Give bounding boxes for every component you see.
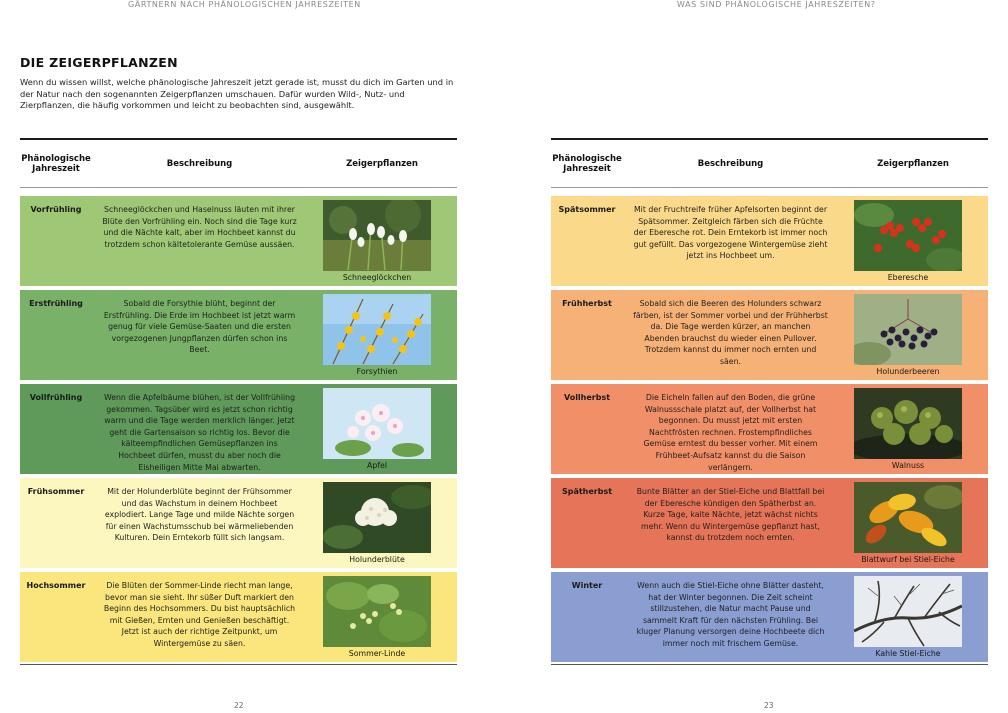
indicator-plant xyxy=(838,196,988,286)
season-name: Hochsommer xyxy=(26,581,86,590)
table-row xyxy=(551,196,988,286)
running-head-left: GÄRTNERN NACH PHÄNOLOGISCHEN JAHRESZEITEN xyxy=(128,0,361,9)
snowdrop-photo xyxy=(323,200,431,271)
plant-caption: Holunderbeeren xyxy=(876,367,940,376)
season-description: Bunte Blätter an der Stiel-Eiche und Blattfall bei der Eberesche kündigen den Spätherbst an. Kurze Tage, kalte Nächte, jetzt wächst nichts mehr. Wenn du Wintergemüse gepflanzt hast, kannst du trotzdem noch ernten. xyxy=(636,487,825,543)
season-description: Wenn die Apfelbäume blühen, ist der Vollfrühling gekommen. Tagsüber wird es jetzt schon richtig warm und die Tage werden merklich länger. Jetzt geht die Gartensaison so richtig los. Bevor die kälteempfindlichen Gemüsepflanzen ins Hochbeet dürfen, musst du aber noch die Eisheiligen Mitte Mai abwarten. xyxy=(103,393,296,472)
elderberry-photo xyxy=(854,294,962,365)
season-name: Frühherbst xyxy=(562,299,612,308)
table-row xyxy=(551,290,988,380)
season-description: Wenn auch die Stiel-Eiche ohne Blätter dasteht, hat der Winter begonnen. Die Zeit scheint stillzustehen, die Natur macht Pause und sammelt Kraft für den nächsten Frühling. Bei kluger Planung versorgen deine Hochbeete dich immer noch mit frischem Gemüse. xyxy=(636,581,825,648)
season-name: Spätherbst xyxy=(561,487,613,496)
indicator-plant xyxy=(838,478,988,568)
plant-caption: Kahle Stiel-Eiche xyxy=(875,649,941,658)
season-name: Erstfrühling xyxy=(29,299,83,308)
col-header-description: Beschreibung xyxy=(697,158,764,169)
table-row xyxy=(20,290,457,380)
table-row xyxy=(20,384,457,474)
col-header-description: Beschreibung xyxy=(166,158,233,169)
walnut-photo xyxy=(854,388,962,459)
season-description: Sobald die Forsythie blüht, beginnt der Erstfrühling. Die Erde im Hochbeet ist jetzt warm genug für viele Gemüse-Saaten und die ersten vorgezogenen Jungpflanzen dürfen schon ins Beet. xyxy=(103,299,296,355)
season-name: Vollfrühling xyxy=(29,393,83,402)
linden-photo xyxy=(323,576,431,647)
apple-blossom-photo xyxy=(323,388,431,459)
season-table-right xyxy=(551,138,988,665)
running-head-right: WAS SIND PHÄNOLOGISCHE JAHRESZEITEN? xyxy=(677,0,876,9)
table-bottom-rule xyxy=(551,664,988,665)
season-description: Die Eicheln fallen auf den Boden, die grüne Walnussschale platzt auf, der Vollherbst hat begonnen. Du musst jetzt mit ersten Nachtfrösten rechnen. Frostempfindliches Gemüse erntest du besser vorher. Mit einem Frühbeet-Aufsatz kannst du die Saison verlängern. xyxy=(643,393,818,472)
plant-caption: Apfel xyxy=(367,461,387,470)
plant-caption: Forsythien xyxy=(356,367,398,376)
season-name: Vorfrühling xyxy=(30,205,82,214)
plant-caption: Blattwurf bei Stiel-Eiche xyxy=(861,555,955,564)
season-description: Die Blüten der Sommer-Linde riecht man lange, bevor man sie sieht. Ihr süßer Duft markiert den Beginn des Hochsommers. Du bist hauptsächlich mit Gießen, Ernten und Genießen beschäftigt. Jetzt ist auch der richtige Zeitpunkt, um Wintergemüse zu säen. xyxy=(103,581,296,648)
table-row xyxy=(20,478,457,568)
table-header xyxy=(551,140,988,188)
elderflower-photo xyxy=(323,482,431,553)
table-row xyxy=(20,572,457,662)
page-number-left: 22 xyxy=(234,701,244,710)
table-row xyxy=(551,478,988,568)
season-name: Spätsommer xyxy=(558,205,616,214)
page-number-right: 23 xyxy=(764,701,774,710)
plant-caption: Eberesche xyxy=(887,273,929,282)
season-name: Frühsommer xyxy=(27,487,85,496)
table-bottom-rule xyxy=(20,664,457,665)
season-description: Mit der Holunderblüte beginnt der Frühsommer und das Wachstum in deinem Hochbeet explodiert. Lange Tage und milde Nächte sorgen für einen Wachstumsschub bei wärmeliebenden Kulturen. Dein Erntekorb füllt sich langsam. xyxy=(104,487,295,543)
season-name: Vollherbst xyxy=(563,393,611,402)
plant-caption: Sommer-Linde xyxy=(348,649,406,658)
col-header-plants: Zeigerpflanzen xyxy=(877,158,949,169)
indicator-plant xyxy=(307,478,457,568)
indicator-plant xyxy=(838,384,988,474)
plant-caption: Holunderblüte xyxy=(349,555,405,564)
season-table-left xyxy=(20,138,457,665)
indicator-plant xyxy=(307,290,457,380)
indicator-plant xyxy=(307,196,457,286)
plant-caption: Schneeglöckchen xyxy=(342,273,412,282)
bare-oak-photo xyxy=(854,576,962,647)
table-row xyxy=(551,384,988,474)
indicator-plant xyxy=(307,572,457,662)
forsythia-photo xyxy=(323,294,431,365)
col-header-season: Phänologische Jahreszeit xyxy=(552,153,622,174)
season-description: Mit der Fruchtreife früher Apfelsorten beginnt der Spätsommer. Zeitgleich färben sich die Früchte der Eberesche rot. Dein Erntekorb ist immer noch gut gefüllt. Das vorgezogene Wintergemüse zieht jetzt ins Hochbeet um. xyxy=(633,205,828,261)
intro-paragraph: Wenn du wissen willst, welche phänologische Jahreszeit jetzt gerade ist, musst du dich im Garten und in der Natur nach den sogenannten Zeigerpflanzen umschauen. Dafür wurden Wild-, Nutz- und Zierpflanzen, die häufig vorkommen und leicht zu beobachten sind, ausgewählt. xyxy=(20,77,454,110)
rowan-photo xyxy=(854,200,962,271)
table-header xyxy=(20,140,457,188)
season-name: Winter xyxy=(571,581,603,590)
plant-caption: Walnuss xyxy=(891,461,925,470)
indicator-plant xyxy=(838,290,988,380)
page-title: DIE ZEIGERPFLANZEN xyxy=(20,55,178,70)
season-description: Schneeglöckchen und Haselnuss läuten mit ihrer Blüte den Vorfrühling ein. Noch sind die Tage kurz und die Nächte kalt, aber im Hochbeet kannst du trotzdem schon kältetolerante Gemüse aussäen. xyxy=(102,205,297,249)
table-row xyxy=(20,196,457,286)
col-header-plants: Zeigerpflanzen xyxy=(346,158,418,169)
oak-leaves-photo xyxy=(854,482,962,553)
col-header-season: Phänologische Jahreszeit xyxy=(21,153,91,174)
table-row xyxy=(551,572,988,662)
indicator-plant xyxy=(307,384,457,474)
season-description: Sobald sich die Beeren des Holunders schwarz färben, ist der Sommer vorbei und der Frühherbst da. Die Tage werden kürzer, an manchen Abenden brauchst du wieder einen Pullover. Trotzdem kannst du immer noch ernten und säen. xyxy=(633,299,828,366)
indicator-plant xyxy=(838,572,988,662)
